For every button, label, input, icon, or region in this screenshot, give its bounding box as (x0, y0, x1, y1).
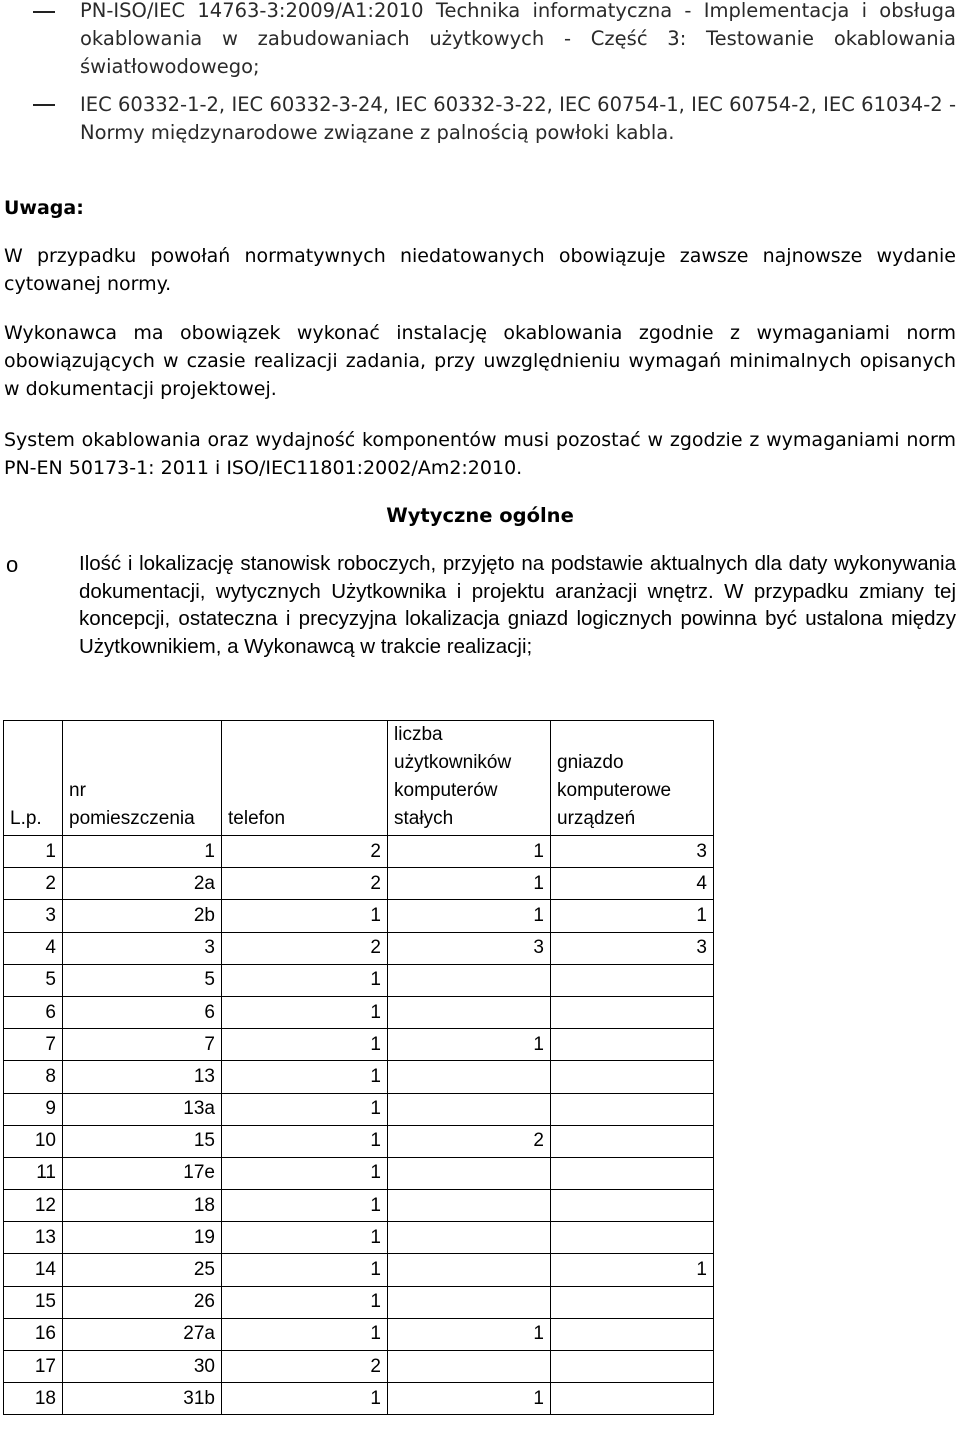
table-cell: 3 (63, 932, 222, 964)
table-cell: 25 (63, 1254, 222, 1286)
table-cell: 2b (63, 900, 222, 932)
table-row (4, 1254, 714, 1286)
dash-bullet-icon (33, 104, 55, 106)
table-cell: 2 (4, 868, 63, 900)
note-heading: Uwaga: (4, 197, 84, 219)
table-row (4, 1222, 714, 1254)
table-row (4, 836, 714, 868)
table-cell (551, 1125, 714, 1157)
table-cell (551, 1318, 714, 1350)
header-computer-users: liczba użytkowników komputerów stałych (388, 721, 551, 836)
table-cell (388, 1254, 551, 1286)
table-cell: 17e (63, 1157, 222, 1189)
table-cell: 1 (551, 900, 714, 932)
table-cell: 1 (222, 1125, 388, 1157)
table-cell: 2a (63, 868, 222, 900)
table-cell: 2 (222, 932, 388, 964)
table-row (4, 1029, 714, 1061)
table-cell: 6 (63, 996, 222, 1028)
table-cell (551, 1093, 714, 1125)
table-cell: 1 (388, 900, 551, 932)
table-cell (551, 964, 714, 996)
standard-item-1: PN-ISO/IEC 14763-3:2009/A1:2010 Technika informatyczna - Implementacja i obsługa okablowania w zabudowaniach użytkowych - Część 3: Testowanie okablowania światłowodowego; (80, 0, 956, 78)
table-cell: 17 (4, 1351, 63, 1383)
note-text: W przypadku powołań normatywnych niedatowanych obowiązuje zawsze najnowsze wydanie cytowanej normy. (4, 245, 956, 295)
table-cell: 3 (4, 900, 63, 932)
table-cell: 11 (4, 1157, 63, 1189)
table-cell: 1 (222, 1286, 388, 1318)
table-cell: 14 (4, 1254, 63, 1286)
table-cell: 1 (222, 1254, 388, 1286)
table-row (4, 900, 714, 932)
table-cell: 10 (4, 1125, 63, 1157)
table-cell: 8 (4, 1061, 63, 1093)
table-cell: 7 (63, 1029, 222, 1061)
table-cell (388, 1093, 551, 1125)
table-cell: 1 (222, 996, 388, 1028)
table-cell: 19 (63, 1222, 222, 1254)
dash-bullet-icon (33, 11, 55, 13)
table-cell: 6 (4, 996, 63, 1028)
table-cell: 1 (388, 1029, 551, 1061)
table-cell (551, 1190, 714, 1222)
table-cell: 1 (222, 900, 388, 932)
table-cell (551, 1157, 714, 1189)
section-title: Wytyczne ogólne (386, 504, 574, 527)
table-row (4, 1157, 714, 1189)
table-row (4, 1093, 714, 1125)
table-cell: 13 (63, 1061, 222, 1093)
table-cell (388, 996, 551, 1028)
table-cell: 1 (63, 836, 222, 868)
table-row (4, 868, 714, 900)
table-cell: 1 (551, 1254, 714, 1286)
table-cell: 2 (222, 868, 388, 900)
table-cell (551, 996, 714, 1028)
workstation-table (3, 720, 714, 1415)
table-row (4, 1383, 714, 1415)
table-cell: 1 (222, 1157, 388, 1189)
table-cell: 13 (4, 1222, 63, 1254)
table-cell: 3 (551, 932, 714, 964)
table-cell: 13a (63, 1093, 222, 1125)
standard-item-2: IEC 60332-1-2, IEC 60332-3-24, IEC 60332-3-22, IEC 60754-1, IEC 60754-2, IEC 61034-2 - Normy międzynarodowe związane z palnością powłoki kabla. (80, 93, 956, 144)
table-header-row (4, 721, 714, 836)
header-phone: telefon (222, 721, 388, 836)
table-cell: 1 (222, 1190, 388, 1222)
table-cell: 1 (388, 836, 551, 868)
table-row (4, 1125, 714, 1157)
table-cell: 1 (388, 1383, 551, 1415)
table-cell: 31b (63, 1383, 222, 1415)
table-cell: 15 (63, 1125, 222, 1157)
table-cell: 9 (4, 1093, 63, 1125)
header-room-number: nr pomieszczenia (63, 721, 222, 836)
table-row (4, 996, 714, 1028)
table-cell: 1 (388, 868, 551, 900)
table-cell: 26 (63, 1286, 222, 1318)
table-row (4, 1190, 714, 1222)
table-cell: 1 (222, 1383, 388, 1415)
table-cell: 2 (222, 1351, 388, 1383)
table-cell (388, 1286, 551, 1318)
table-row (4, 932, 714, 964)
table-cell: 16 (4, 1318, 63, 1350)
table-cell: 3 (388, 932, 551, 964)
table-cell (551, 1286, 714, 1318)
table-cell (551, 1029, 714, 1061)
table-cell: 1 (222, 1222, 388, 1254)
table-cell: 7 (4, 1029, 63, 1061)
table-cell: 3 (551, 836, 714, 868)
table-cell: 15 (4, 1286, 63, 1318)
table-cell (388, 1222, 551, 1254)
table-cell: 1 (222, 964, 388, 996)
table-cell (551, 1222, 714, 1254)
table-cell: 5 (4, 964, 63, 996)
table-cell: 1 (388, 1318, 551, 1350)
table-cell: 18 (4, 1383, 63, 1415)
table-cell (551, 1351, 714, 1383)
table-row (4, 1351, 714, 1383)
table-cell: 5 (63, 964, 222, 996)
table-row (4, 1286, 714, 1318)
table-cell (388, 1351, 551, 1383)
table-cell: 18 (63, 1190, 222, 1222)
table-cell (388, 1157, 551, 1189)
table-cell (551, 1383, 714, 1415)
paragraph-contractor: Wykonawca ma obowiązek wykonać instalację okablowania zgodnie z wymaganiami norm obowiązujących w czasie realizacji zadania, przy uwzględnieniu wymagań minimalnych opisanych w dokumentacji projektowej. (4, 322, 956, 400)
table-cell: 30 (63, 1351, 222, 1383)
table-cell: 1 (222, 1318, 388, 1350)
table-row (4, 1061, 714, 1093)
table-cell (551, 1061, 714, 1093)
circle-bullet-icon: o (6, 552, 19, 577)
table-cell: 4 (4, 932, 63, 964)
header-lp: L.p. (4, 721, 63, 836)
bullet-text: Ilość i lokalizację stanowisk roboczych, przyjęto na podstawie aktualnych dla daty wykonywania dokumentacji, wytycznych Użytkownika i projektu aranżacji wnętrz. W przypadku zmiany tej koncepcji, ostateczna i precyzyjna lokalizacja gniazd logicznych powinna być ustalona między Użytkownikiem, a Wykonawcą w trakcie realizacji; (79, 552, 956, 658)
table-cell: 1 (222, 1093, 388, 1125)
table-row (4, 964, 714, 996)
table-cell (388, 964, 551, 996)
table-cell: 12 (4, 1190, 63, 1222)
header-device-sockets: gniazdo komputerowe urządzeń (551, 721, 714, 836)
table-cell: 2 (388, 1125, 551, 1157)
table-cell: 2 (222, 836, 388, 868)
table-cell: 4 (551, 868, 714, 900)
table-cell: 27a (63, 1318, 222, 1350)
table-body (4, 836, 714, 1415)
paragraph-system: System okablowania oraz wydajność komponentów musi pozostać w zgodzie z wymaganiami norm PN-EN 50173-1: 2011 i ISO/IEC11801:2002/Am2:2010. (4, 429, 956, 479)
table-cell: 1 (222, 1029, 388, 1061)
table-cell (388, 1061, 551, 1093)
table-cell: 1 (222, 1061, 388, 1093)
table-row (4, 1318, 714, 1350)
table-cell (388, 1190, 551, 1222)
table-cell: 1 (4, 836, 63, 868)
